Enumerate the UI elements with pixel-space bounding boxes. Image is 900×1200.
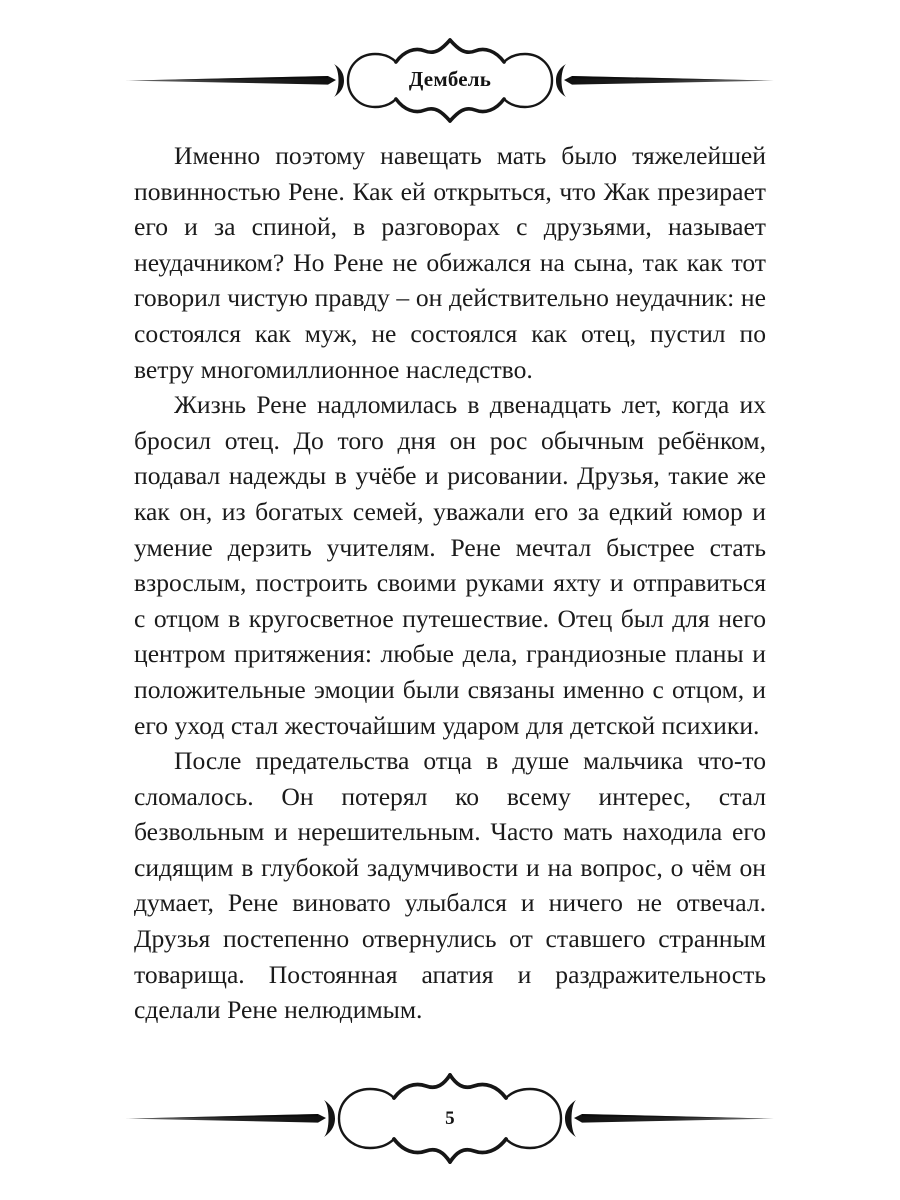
header-ornament-graphic (112, 34, 788, 126)
ornament-rule-left (126, 76, 336, 85)
paragraph-3: После предательства отца в душе мальчика что-то сломалось. Он потерял ко всему интерес, стал безвольным и нерешительным. Часто мать находила его сидящим в глубокой задумчивости и на вопрос, о чём он думает, Рене виновато улыбался и ничего не отвечал. Друзья постепенно отвернулись от ставшего странным товарища. Постоянная апатия и раздражительность сделали Рене нелюдимым. (134, 746, 766, 1025)
ornament-bracket-left (334, 64, 344, 97)
ornament-bracket-right (565, 1100, 576, 1137)
paragraph-2: Жизнь Рене надломилась в двенадцать лет, когда их бросил отец. До того дня он рос обычным ребёнком, подавал надежды в учёбе и рисовании. Друзья, такие же как он, из богатых семей, уважали его за едкий юмор и умение дерзить учителям. Рене мечтал быстрее стать взрослым, построить своими руками яхту и отправиться с отцом в кругосветное путешествие. Отец был для него центром притяжения: любые дела, грандиозные планы и положительные эмоции были связаны именно с отцом, и его уход стал жесточайшим ударом для детской психики. (134, 390, 766, 740)
ornament-rule-right (574, 1114, 774, 1123)
footer-ornament (112, 1072, 788, 1164)
ornament-rule-right (564, 76, 774, 85)
footer-ornament-graphic (112, 1072, 788, 1164)
paragraph-1: Именно поэтому навещать мать было тяжелейшей повинностью Рене. Как ей открыться, что Жак презирает его и за спиной, в разговорах с друзьями, называет неудачником? Но Рене не обижался на сына, так как тот говорил чистую правду – он действительно неудачник: не состоялся как муж, не состоялся как отец, пустил по ветру многомиллионное наследство. (134, 141, 766, 384)
ornament-bracket-left (324, 1100, 335, 1137)
ornament-bracket-right (556, 64, 566, 97)
ornament-rule-left (126, 1114, 326, 1123)
ornament-cartouche (348, 40, 552, 121)
page-title: Дембель (408, 66, 492, 91)
body-text (134, 138, 766, 1028)
page-number: 5 (445, 1107, 455, 1129)
ornament-cartouche (339, 1075, 561, 1162)
header-ornament (112, 34, 788, 126)
